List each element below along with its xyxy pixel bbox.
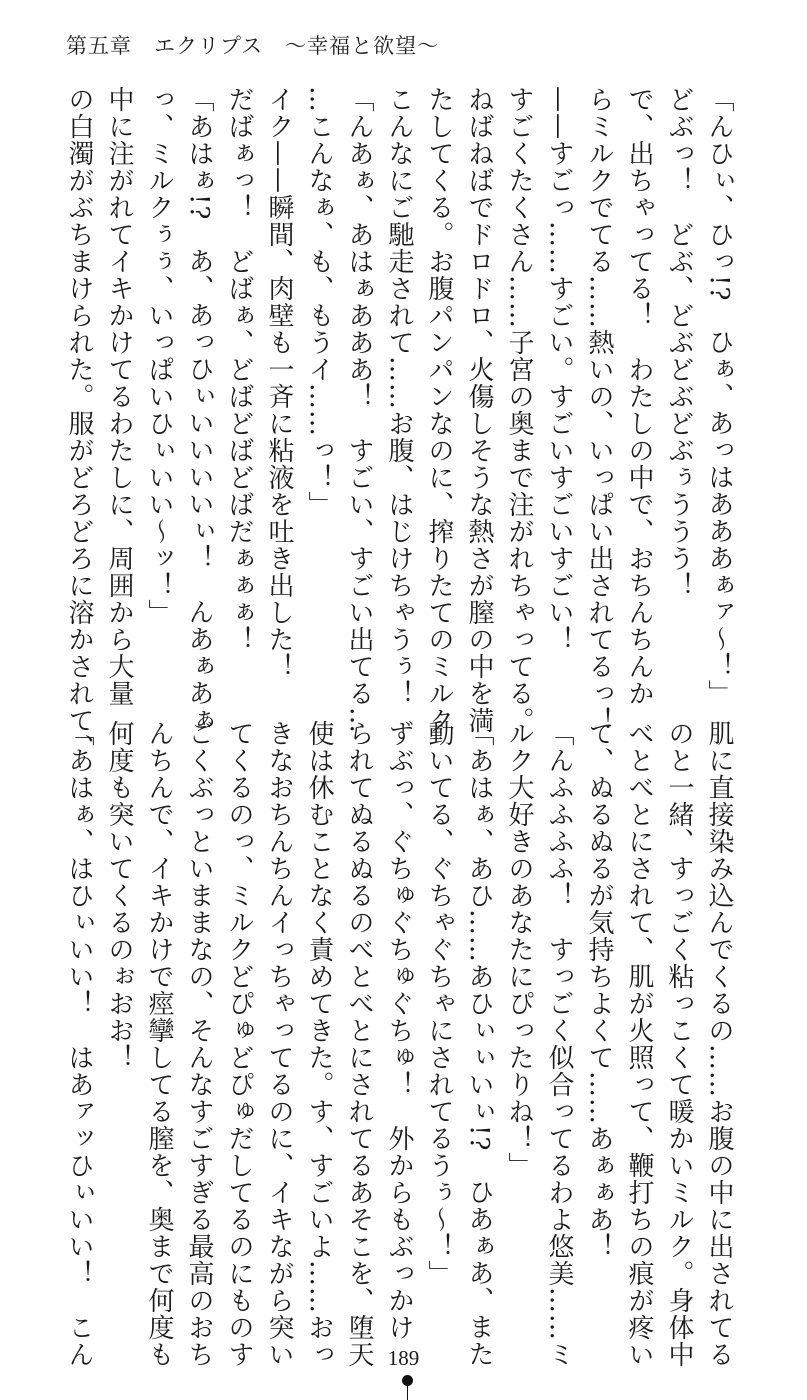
text-line: だばぁっ！ どばぁ、どばどばどばだぁぁぁ！ — [224, 86, 254, 653]
text-line: …こんなぁ、も、もうイ……っ！」 — [304, 86, 334, 518]
text-line: っ、ミルクぅぅ、いっぱいひぃいい～ッ！」 — [144, 86, 174, 626]
text-line: どぶっ！ どぶ、どぶどぶどぶぅううう！ — [664, 86, 694, 599]
text-line: たしてくる。お腹パンパンなのに、搾りたてのミルク — [424, 86, 454, 734]
text-line: ねばねばでドロドロ、火傷しそうな熱さが膣の中を満 — [464, 86, 494, 734]
text-line: 動いてる、ぐちゃぐちゃにされてるうぅ～！」 — [424, 720, 454, 1287]
page-marker-line — [407, 1386, 408, 1400]
text-line: 「あはぁ、はひぃいい！ はあァッひぃいい！ こん — [64, 720, 94, 1368]
text-line: 肌に直接染み込んでくるの……お腹の中に出されてる — [704, 720, 734, 1368]
page-number: 189 — [387, 1346, 420, 1370]
text-line: すごくたくさん……子宮の奥まで注がれちゃってる。 — [504, 86, 534, 734]
text-line: のと一緒、すっごく粘っこくて暖かいミルク。身体中 — [664, 720, 694, 1368]
text-line: の白濁がぶちまけられた。服がどろどろに溶かされて、 — [64, 86, 94, 761]
text-line: 「あはぁ、あひ……あひぃぃいぃ!? ひあぁあ、また — [464, 720, 494, 1368]
text-line: ずぶっ、ぐちゅぐちゅぐちゅ！ 外からもぶっかけ — [384, 720, 414, 1341]
text-line: 「あはぁ!? あ、あっひぃいいいいぃ！ んあぁあぁ — [184, 86, 214, 734]
text-line: らミルクでてる……熱いの、いっぱい出されてるっ！ — [584, 86, 614, 734]
text-line: べとべとにされて、肌が火照って、鞭打ちの痕が疼い — [624, 720, 654, 1368]
text-line: ごくぶっといままなの、そんなすごすぎる最高のおち — [184, 720, 214, 1368]
text-line: 中に注がれてイキかけてるわたしに、周囲から大量 — [104, 86, 134, 707]
text-line: 「んひぃ、ひっ!? ひぁ、あっはあああぁァ～！」 — [704, 86, 734, 707]
text-line: んちんで、イキかけで痙攣してる膣を、奥まで何度も — [144, 720, 174, 1368]
text-block-top — [59, 86, 739, 761]
text-line: ルク大好きのあなたにぴったりね！」 — [504, 720, 534, 1179]
text-line: ——すごっ……すごい。すごいすごいすごい！ — [544, 86, 574, 653]
text-line: で、出ちゃってる！ わたしの中で、おちんちんか — [624, 86, 654, 707]
text-line: イク——瞬間、肉壁も一斉に粘液を吐き出した！ — [264, 86, 294, 680]
text-line: 使は休むことなく責めてきた。す、すごいよ……おっ — [304, 720, 334, 1368]
text-line: られてぬるぬるのべとべとにされてるあそこを、堕天 — [344, 720, 374, 1368]
text-line: きなおちんちんイっちゃってるのに、イキながら突い — [264, 720, 294, 1368]
text-line: て、ぬるぬるが気持ちよくて……あぁぁあ！ — [584, 720, 614, 1260]
text-line: 「んふふふふ！ すっごく似合ってるわよ悠美……ミ — [544, 720, 574, 1368]
text-line: こんなにご馳走されて……お腹、はじけちゃうぅ！ — [384, 86, 414, 707]
chapter-header: 第五章 エクリプス ～幸福と欲望～ — [66, 34, 440, 58]
text-line: 何度も突いてくるのぉおお！ — [104, 720, 134, 1071]
text-line: 「んあぁ、あはぁあああ！ すごい、すごい出てる… — [344, 86, 374, 734]
text-line: てくるのっ、ミルクどぴゅどぴゅだしてるのにものす — [224, 720, 254, 1368]
page-marker-dot — [402, 1375, 413, 1386]
